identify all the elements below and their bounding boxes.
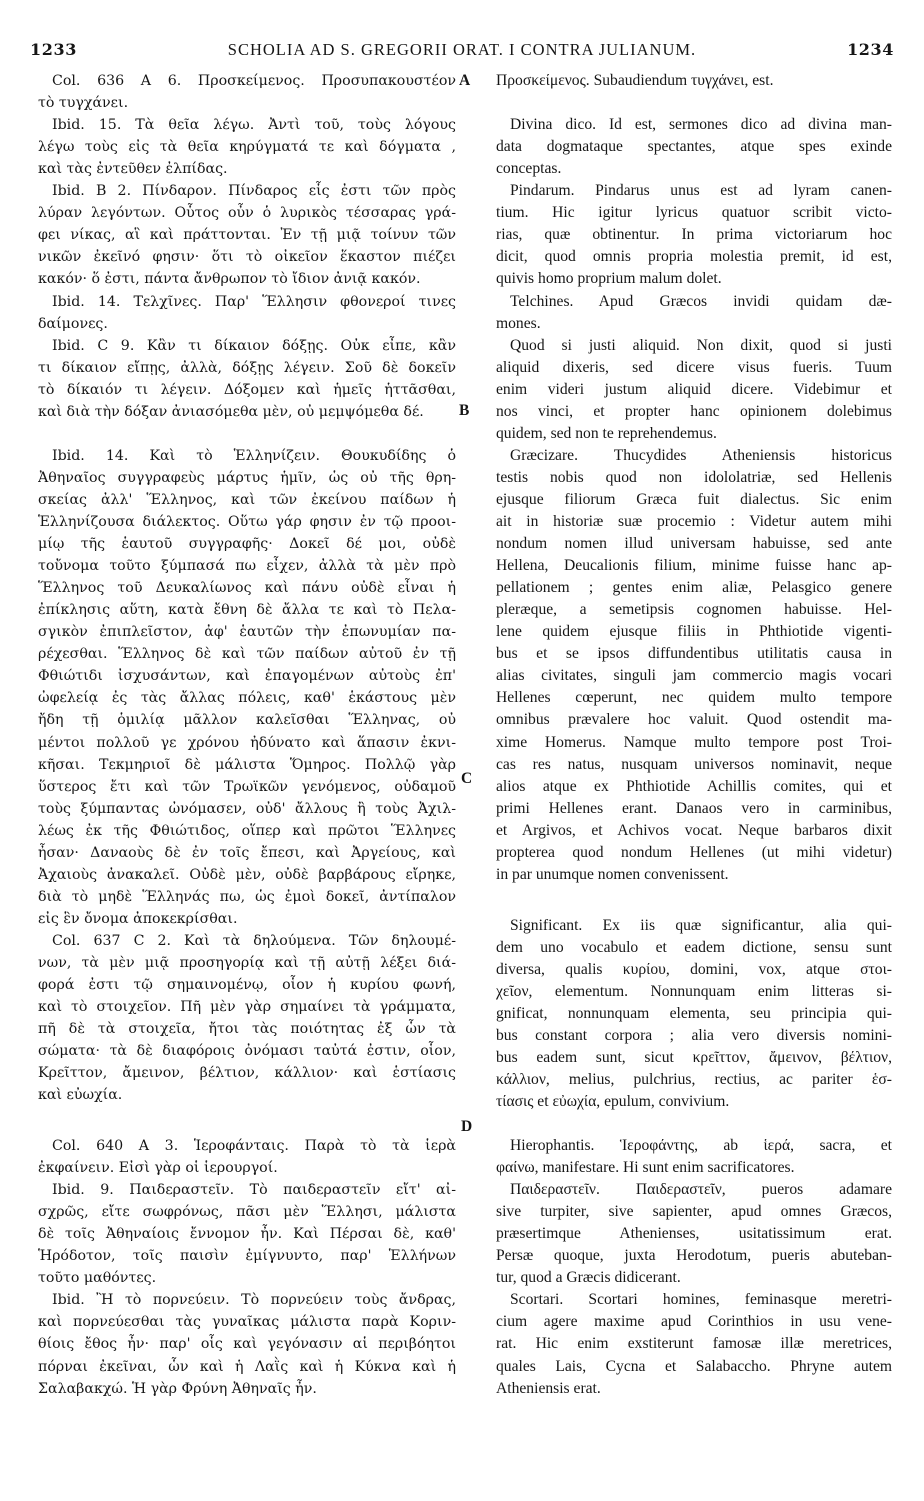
greek-text-line: σχρῶς, εἴτε σωφρόνως, πᾶσι μὲν Ἕλλησι, μάλιστα [38,1204,456,1221]
latin-text-line: diversa, qualis κυρίου, domini, vox, atque στοι- [496,960,892,978]
greek-text-line: δὲ τοῖς Ἀθηναίοις ἔννομον ἦν. Καὶ Πέρσαι δὲ, καθ' [38,1226,456,1243]
greek-text-line: ρέχεσθαι. Ἕλληνος δὲ καὶ τῶν παίδων αὐτοῦ ἐν τῇ [38,646,456,663]
greek-text-line: τοὺς ξύμπαντας ὠνόμασεν, οὐδ' ἄλλους ἢ τοὺς Ἀχιλ- [38,800,456,817]
margin-letter-a: A [459,72,471,89]
greek-text-line: Ἑλληνίζουσα διάλεκτος. Οὕτω γάρ φησιν ἐν τῷ προοι- [38,514,456,530]
greek-text-line: ὠφελείᾳ ἐς τὰς ἄλλας πόλεις, καθ' ἑκάστους μὲν [38,690,456,707]
latin-text-line: rat. Hic enim exstiterunt famosæ illæ meretrices, [496,1335,892,1353]
greek-text-line: Ἀχαιοὺς ἀνακαλεῖ. Οὐδὲ μὲν, οὐδὲ βαρβάρους εἴρηκε, [38,866,456,883]
greek-text-line: πόρναι ἐκεῖναι, ὧν καὶ ἡ Λαῒς καὶ ἡ Κύκνα καὶ ἡ [38,1358,456,1375]
latin-text-line: Pindarum. Pindarus unus est ad lyram canen- [510,182,892,200]
greek-text-line: Ibid. 14. Καὶ τὸ Ἑλληνίζειν. Θουκυδίδης ὁ [52,447,456,464]
latin-text-line: enim videri justum aliquid dicere. Videbimur et [496,380,892,398]
latin-text-line: gnificat, nonnunquam elementa, seu principia qui- [496,1004,892,1022]
greek-text-line: Ἕλληνος τοῦ Δευκαλίωνος καὶ πάνυ οὐδὲ εἶναι ἡ [38,580,456,597]
greek-text-line: καὶ εὐωχία. [38,1087,123,1104]
latin-text-line: Atheniensis erat. [496,1379,601,1397]
latin-text-line: testis nobis quod non idololatriæ, sed Hellenis [496,468,892,486]
latin-text-line: alios atque ex Phthiotide Achillis comites, qui et [496,777,892,795]
running-header [30,40,894,62]
latin-text-line: mones. [496,314,541,332]
greek-text-line: Ἡρόδοτον, τοῖς παισὶν ἐμίγνυντο, παρ' Ἑλλήνων [38,1248,456,1265]
greek-text-line: δαίμονες. [38,315,108,332]
latin-text-line: dem uno vocabulo et eadem dictione, sensu sunt [496,938,892,956]
greek-text-line: λύραν λεγόντων. Οὗτος οὖν ὁ λυρικὸς τέσσαρας γρά- [38,205,456,222]
latin-text-line: Divina dico. Id est, sermones dico ad divina man- [510,116,892,134]
greek-text-line: καὶ τὸ στοιχεῖον. Πῆ μὲν γὰρ σημαίνει τὰ γράμματα, [38,999,456,1016]
greek-text-line: ἦσαν· Δαναοὺς δὲ ἐν τοῖς ἔπεσι, καὶ Ἀργείους, καὶ [38,844,456,861]
greek-text-line: Ibid. 9. Παιδεραστεῖν. Τὸ παιδεραστεῖν εἴτ' αἰ- [52,1182,456,1199]
latin-text-line: Hellena, Deucalionis filium, minime fuisse hanc ap- [496,557,892,575]
greek-text-line: Ibid. C 9. Κἂν τι δίκαιον δόξῃς. Οὐκ εἶπε, κἂν [52,337,456,354]
greek-text-line: πῆ δὲ τὰ στοιχεῖα, ἤτοι τὰς ποιότητας ἐξ ὧν τὰ [38,1021,456,1038]
greek-text-line: μίῳ τῆς ἑαυτοῦ συγγραφῆς· Δοκεῖ δέ μοι, οὐδὲ [38,536,456,553]
greek-text-line: διὰ τὸ μηδὲ Ἕλληνάς πω, ὡς ἐμοὶ δοκεῖ, ἀντίπαλον [38,888,456,905]
running-title: SCHOLIA AD S. GREGORII ORAT. I CONTRA JULIANUM. [227,40,697,59]
greek-text-line: λέως ἐκ τῆς Φθιώτιδος, οἵπερ καὶ πρῶτοι Ἕλληνες [38,822,456,839]
greek-text-line: Col. 637 C 2. Καὶ τὰ δηλούμενα. Τῶν δηλουμέ- [52,932,456,949]
latin-text-line: ejusque filiorum Græca fuit dialectus. Sic enim [496,490,892,508]
latin-text-line: Hellenes cœperunt, nec quidem multo tempore [496,689,892,707]
latin-text-line: tur, quod a Græcis didicerant. [496,1269,681,1287]
latin-text-line: Telchines. Apud Græcos invidi quidam dæ- [510,292,892,310]
greek-text-line: τι δίκαιον εἴπῃς, ἀλλὰ, δόξῃς λέγειν. Σοῦ δὲ δοκεῖν [38,359,456,376]
greek-text-line: νικῶν ἐκεῖνό φησιν· ὅτι τὸ οἰκεῖον ἕκαστον πιέζει [38,249,456,266]
latin-text-line: conceptas. [496,160,562,178]
latin-text-line: data dogmataque spectantes, atque spes exinde [496,138,892,156]
latin-text-line: in par unumque nomen convenissent. [496,865,729,883]
greek-text-line: ἐπίκλησις αὕτη, κατὰ ἔθνη δὲ ἄλλα τε καὶ τὸ Πελα- [38,602,456,619]
greek-text-line: σγικὸν ἐπιπλεῖστον, ἀφ' ἑαυτῶν τὴν ἐπωνυμίαν πα- [38,624,456,641]
latin-text-line: bus constant corpora ; alia vero diversis nomini- [496,1026,892,1044]
greek-text-line: τὸ τυγχάνει. [38,95,129,112]
greek-text-line: ἤδη τῇ ὁμιλίᾳ μᾶλλον καλεῖσθαι Ἕλληνας, οὐ [38,712,456,729]
latin-text-line: Προσκείμενος. Subaudiendum τυγχάνει, est. [496,72,774,89]
greek-text-line: Φθιώτιδι ἰσχυσάντων, καὶ ἐπαγομένων αὐτοὺς ἐπ' [38,668,456,685]
greek-text-line: Κρεῖττον, ἄμεινον, βέλτιον, κάλλιον· καὶ ἑστίασις [38,1065,456,1082]
latin-text-line: quivis homo proprium malum dolet. [496,270,722,288]
latin-text-line: Hierophantis. Ἱεροφάντης, ab ἱερά, sacra, et [510,1137,892,1154]
latin-text-line: quales Lais, Cycna et Salabaccho. Phryne autem [496,1357,892,1375]
greek-text-line: Ibid. 15. Τὰ θεῖα λέγω. Ἀντὶ τοῦ, τοὺς λόγους [52,117,456,134]
latin-text-line: κάλλιον, melius, pulchrius, rectius, ac pariter ἑσ- [496,1070,892,1088]
latin-text-line: xime Homerus. Namque multo tempore post Troi- [496,733,892,751]
greek-text-line: τοὔνομα τοῦτο ξύμπασά πω εἶχεν, ἀλλὰ τὰ μὲν πρὸ [38,558,456,575]
latin-text-line: ait in historiæ suæ procemio : Videtur autem mihi [496,513,892,530]
latin-text-line: aliquid dixeris, sed dicere visus fueris. Tuum [496,358,892,376]
greek-text-line: Col. 636 A 6. Προσκείμενος. Προσυπακουστέον [52,73,456,89]
page-number-left: 1233 [30,40,77,59]
latin-text-line: quidem, sed non te reprehendemus. [496,424,717,442]
greek-text-line: Σαλαβακχώ. Ἡ γὰρ Φρύνη Ἀθηναῖς ἦν. [38,1380,317,1397]
greek-text-line: Ibid. Ἢ τὸ πορνεύειν. Τὸ πορνεύειν τοὺς ἄνδρας, [52,1292,456,1309]
latin-text-line: tium. Hic igitur lyricus quatuor scribit victo- [496,204,892,222]
greek-text-line: Ibid. 14. Τελχῖνες. Παρ' Ἕλλησιν φθονεροί τινες [52,293,456,310]
latin-text-line: φαίνω, manifestare. Hi sunt enim sacrificatores. [496,1159,795,1177]
greek-text-line: τοῦτο μαθόντες. [38,1270,157,1287]
latin-text-line: cas res natus, nusquam universos nominavit, neque [496,755,892,773]
latin-text-line: bus et se ipsos diffundentibus utilitatis causa in [496,645,892,663]
latin-text-line: Persæ quoque, juxta Herodotum, pueris abuteban- [496,1247,892,1265]
greek-text-line: εἰς ἓν ὄνομα ἀποκεκρίσθαι. [38,910,238,927]
latin-text-line: nondum nomen illud universam habuisse, sed ante [496,535,892,553]
latin-text-line: nos vinci, et propter hanc opinionem dolebimus [496,402,892,420]
greek-text-line: σκείας ἀλλ' Ἕλληνος, καὶ τῶν ἐκείνου παίδων ἡ [38,491,456,508]
greek-text-line: κακόν· ὅ ἐστι, πάντα ἄνθρωπον τὸ ἴδιον ἀνιᾷ κακόν. [38,271,421,288]
latin-text-line: Græcizare. Thucydides Atheniensis historicus [510,446,892,464]
latin-text-line: rias, quæ obtinentur. In prima victoriarum hoc [496,226,892,244]
greek-text-line: σώματα· τὰ δὲ διαφόροις ὀνόμασι ταὐτά ἐστιν, οἷον, [38,1043,456,1060]
greek-text-line: Ἀθηναῖος συγγραφεὺς μάρτυς ἡμῖν, ὡς οὐ τῆς θρη- [38,469,456,486]
page-number-right: 1234 [847,40,894,59]
greek-text-line: καὶ πορνεύεσθαι τὰς γυναῖκας μάλιστα παρὰ Κοριν- [38,1314,456,1331]
greek-text-line: λέγω τοὺς εἰς τὰ θεῖα κηρύγματά τε καὶ δόγματα , [38,139,456,156]
latin-text-line: dicit, quod omnis propria molestia premit, id est, [496,248,892,266]
greek-text-line: φορά ἐστι τῷ σημαινομένῳ, οἷον ἡ κυρίου φωνή, [38,977,456,994]
greek-text-line: κῆσαι. Τεκμηριοῖ δὲ μάλιστα Ὅμηρος. Πολλῷ γὰρ [38,756,456,773]
latin-text-line: propterea quod nondum Hellenes (ut mihi videtur) [496,843,892,861]
latin-text-line: Quod si justi aliquid. Non dixit, quod si justi [510,336,892,354]
margin-letter-c: C [461,770,473,787]
latin-text-line: Significant. Ex iis quæ significantur, alia qui- [510,916,892,934]
greek-text-line: Ibid. B 2. Πίνδαρον. Πίνδαρος εἷς ἐστι τῶν πρὸς [52,183,456,200]
greek-text-line: φει νίκας, αἳ καὶ πράττονται. Ἐν τῇ μιᾷ τοίνυν τῶν [38,227,456,244]
latin-text-line: sive turpiter, sive sapienter, apud omnes Græcos, [496,1203,892,1221]
greek-text-line: καὶ διὰ τὴν δόξαν ἀνιασόμεθα μὲν, οὐ μεμψόμεθα δέ. [38,403,424,420]
greek-text-line: νων, τὰ μὲν μιᾷ προσηγορίᾳ καὶ τῇ αὐτῇ λέξει διά- [38,955,456,971]
latin-text-line: pleræque, a semetipsis cognomen habuisse. Hel- [496,601,892,619]
greek-text-line: τὸ δίκαιόν τι λέγειν. Δόξομεν καὶ ἡμεῖς ἡττᾶσθαι, [38,381,456,398]
latin-text-line: bus eadem sunt, sicut κρεῖττον, ἄμεινον, βέλτιον, [496,1048,892,1066]
latin-text-line: Παιδεραστεῖν. Παιδεραστεῖν, pueros adamare [510,1181,892,1199]
greek-text-line: καὶ τὰς ἐντεῦθεν ἐλπίδας. [38,161,228,178]
latin-text-line: omnibus prævalere hoc valuit. Quod ostendit ma- [496,711,892,729]
latin-text-line: præsertimque Athenienses, usitatissimum erat. [496,1225,892,1243]
latin-text-line: primi Hellenes erant. Danaos vero in carminibus, [496,799,892,817]
greek-text-line: μέντοι πολλοῦ γε χρόνου ἠδύνατο καὶ ἅπασιν ἐκνι- [38,734,456,751]
latin-text-line: lene quidem ejusque filiis in Phthiotide vigenti- [496,623,892,641]
latin-text-line: Scortari. Scortari homines, feminasque meretri- [510,1291,892,1309]
latin-text-line: et Argivos, et Achivos vocat. Neque barbaros dixit [496,821,892,839]
margin-letter-d: D [461,1118,473,1135]
greek-text-line: ἐκφαίνειν. Εἰσὶ γὰρ οἱ ἱερουργοί. [38,1160,278,1177]
greek-text-line: Col. 640 A 3. Ἱεροφάνταις. Παρὰ τὸ τὰ ἱερὰ [52,1138,456,1154]
latin-text-line: τίασις et εὐωχία, epulum, convivium. [496,1092,730,1110]
margin-letter-b: B [459,402,470,419]
latin-text-line: cium agere maxime apud Corinthios in usu vene- [496,1313,892,1331]
latin-text-line: alias civitates, singuli jam commercio magis vocari [496,667,892,685]
latin-text-line: pellationem ; gentes enim aliæ, Pelasgico genere [496,579,892,597]
greek-text-line: ὕστερος ἔτι καὶ τῶν Τρωϊκῶν γενόμενος, οὐδαμοῦ [38,778,456,795]
latin-text-line: χεῖον, elementum. Nonnunquam enim litteras si- [496,982,892,1000]
greek-text-line: θίοις ἔθος ἦν· παρ' οἷς καὶ γεγόνασιν αἱ περιβόητοι [38,1336,456,1353]
